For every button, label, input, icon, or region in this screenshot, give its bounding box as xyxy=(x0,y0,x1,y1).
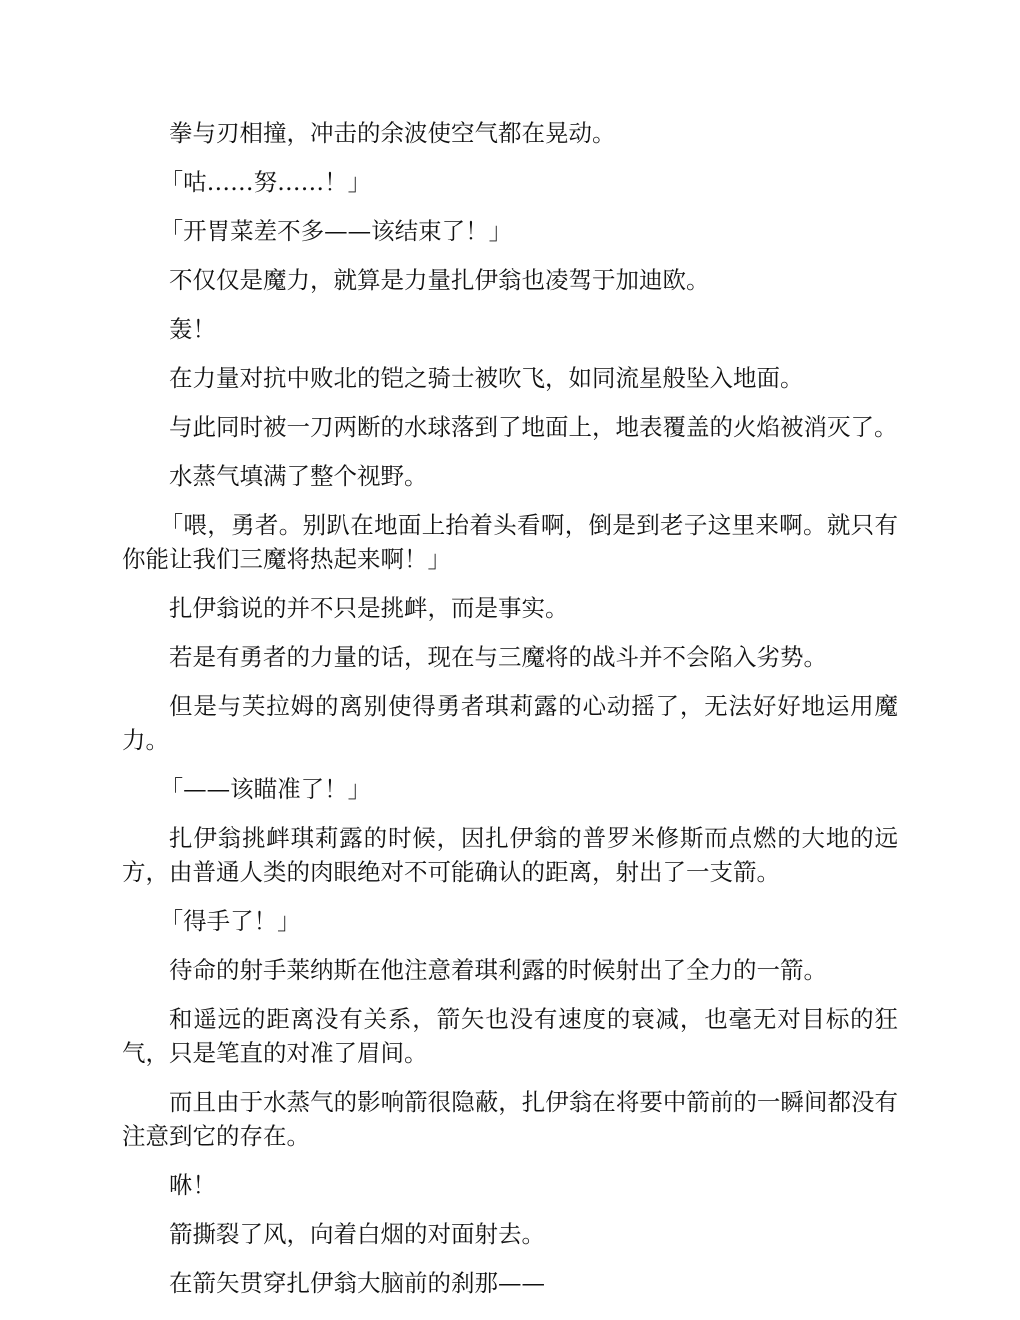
dialogue-paragraph: 「开胃菜差不多——该结束了！」 xyxy=(159,217,513,245)
dialogue-paragraph: 「得手了！」 xyxy=(159,907,301,935)
paragraph: 箭撕裂了风，向着白烟的对面射去。 xyxy=(169,1220,545,1248)
paragraph: 拳与刃相撞，冲击的余波使空气都在晃动。 xyxy=(169,119,616,147)
paragraph: 在箭矢贯穿扎伊翁大脑前的刹那—— xyxy=(169,1269,545,1297)
paragraph: 咻！ xyxy=(169,1171,216,1199)
paragraph: 轰！ xyxy=(169,315,216,343)
paragraph: 待命的射手莱纳斯在他注意着琪利露的时候射出了全力的一箭。 xyxy=(169,956,827,984)
paragraph: 和遥远的距离没有关系，箭矢也没有速度的衰减，也毫无对目标的狂气，只是笔直的对准了眉间。 xyxy=(122,1005,898,1067)
dialogue-paragraph: 「——该瞄准了！」 xyxy=(159,775,372,803)
paragraph: 而且由于水蒸气的影响箭很隐蔽，扎伊翁在将要中箭前的一瞬间都没有注意到它的存在。 xyxy=(122,1088,898,1150)
paragraph: 扎伊翁说的并不只是挑衅，而是事实。 xyxy=(169,594,569,622)
document-page xyxy=(122,116,898,1315)
paragraph: 水蒸气填满了整个视野。 xyxy=(169,462,428,490)
paragraph: 不仅仅是魔力，就算是力量扎伊翁也凌驾于加迪欧。 xyxy=(169,266,710,294)
dialogue-paragraph: 「喂，勇者。别趴在地面上抬着头看啊，倒是到老子这里来啊。就只有你能让我们三魔将热起来啊！」 xyxy=(122,511,898,573)
paragraph: 在力量对抗中败北的铠之骑士被吹飞，如同流星般坠入地面。 xyxy=(169,364,804,392)
paragraph: 扎伊翁挑衅琪莉露的时候，因扎伊翁的普罗米修斯而点燃的大地的远方，由普通人类的肉眼绝对不可能确认的距离，射出了一支箭。 xyxy=(122,824,898,886)
paragraph: 与此同时被一刀两断的水球落到了地面上，地表覆盖的火焰被消灭了。 xyxy=(169,413,898,441)
paragraph: 但是与芙拉姆的离别使得勇者琪莉露的心动摇了，无法好好地运用魔力。 xyxy=(122,692,898,754)
dialogue-paragraph: 「咕……努……！」 xyxy=(159,168,372,196)
paragraph: 若是有勇者的力量的话，现在与三魔将的战斗并不会陷入劣势。 xyxy=(169,643,827,671)
